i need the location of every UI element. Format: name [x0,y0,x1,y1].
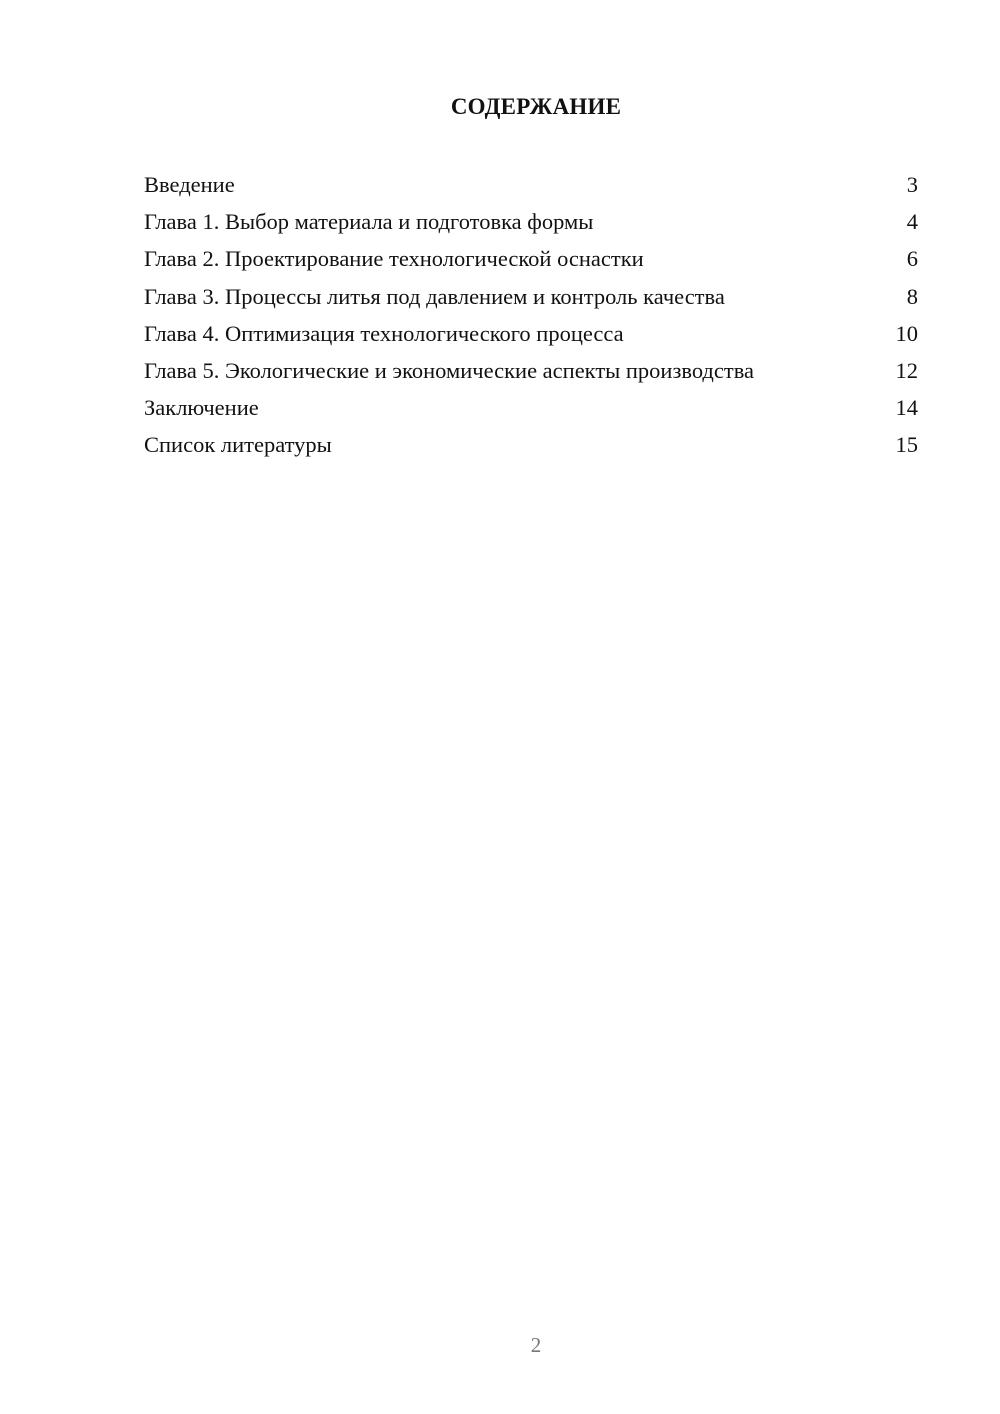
toc-entry-label: Глава 4. Оптимизация технологического процесса [144,320,624,346]
toc-entry-page: 14 [895,395,918,421]
toc-entry-page: 8 [906,283,918,309]
toc-entry-chapter-2[interactable] [144,244,918,281]
toc-entry-introduction[interactable] [144,170,918,207]
toc-entry-label: Заключение [144,395,259,421]
toc-entry-chapter-1[interactable] [144,207,918,244]
toc-entry-page: 4 [906,209,918,235]
toc-entry-page: 3 [906,172,918,197]
page-title: СОДЕРЖАНИЕ [450,94,622,119]
page-number: 2 [530,1333,542,1357]
toc-entry-label: Глава 3. Процессы литья под давлением и контроль качества [144,283,725,309]
toc-entry-page: 12 [895,357,918,383]
toc-entry-page: 6 [906,246,918,272]
toc-entry-chapter-4[interactable] [144,319,918,356]
toc-entry-conclusion[interactable] [144,393,918,430]
toc-entry-label: Глава 2. Проектирование технологической оснастки [144,246,644,272]
toc-entry-chapter-5[interactable] [144,356,918,393]
toc-entry-page: 10 [895,320,918,346]
toc-entry-references[interactable] [144,430,918,467]
toc-entry-page: 15 [895,432,918,458]
toc-entry-label: Глава 5. Экологические и экономические аспекты производства [144,357,755,383]
toc-entry-label: Глава 1. Выбор материала и подготовка формы [144,209,594,235]
table-of-contents [144,170,918,468]
toc-entry-chapter-3[interactable] [144,282,918,319]
toc-entry-label: Список литературы [144,432,332,458]
toc-entry-label: Введение [144,172,235,197]
